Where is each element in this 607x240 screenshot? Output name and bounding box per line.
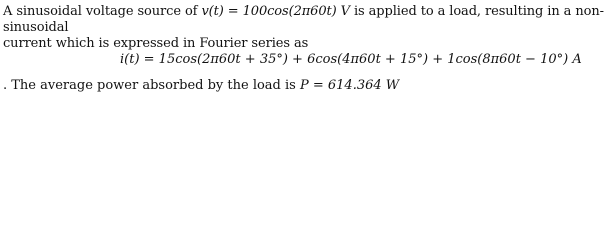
power-value: P = 614.364 W	[299, 78, 400, 93]
answer-text: . The average power absorbed by the load is	[3, 78, 300, 93]
problem-statement	[3, 4, 605, 52]
problem-text-suffix: is applied to a load, resulting in a non-sinusoidal	[3, 4, 604, 35]
problem-text-prefix: A sinusoidal voltage source of	[3, 4, 202, 19]
current-equation: i(t) = 15cos(2π60t + 35°) + 6cos(4π60t + 15°) + 1cos(8π60t − 10°) A	[120, 52, 582, 67]
answer-line	[3, 78, 399, 94]
problem-text-line2: current which is expressed in Fourier series as	[3, 36, 309, 51]
voltage-expression: v(t) = 100cos(2π60t) V	[201, 4, 350, 19]
